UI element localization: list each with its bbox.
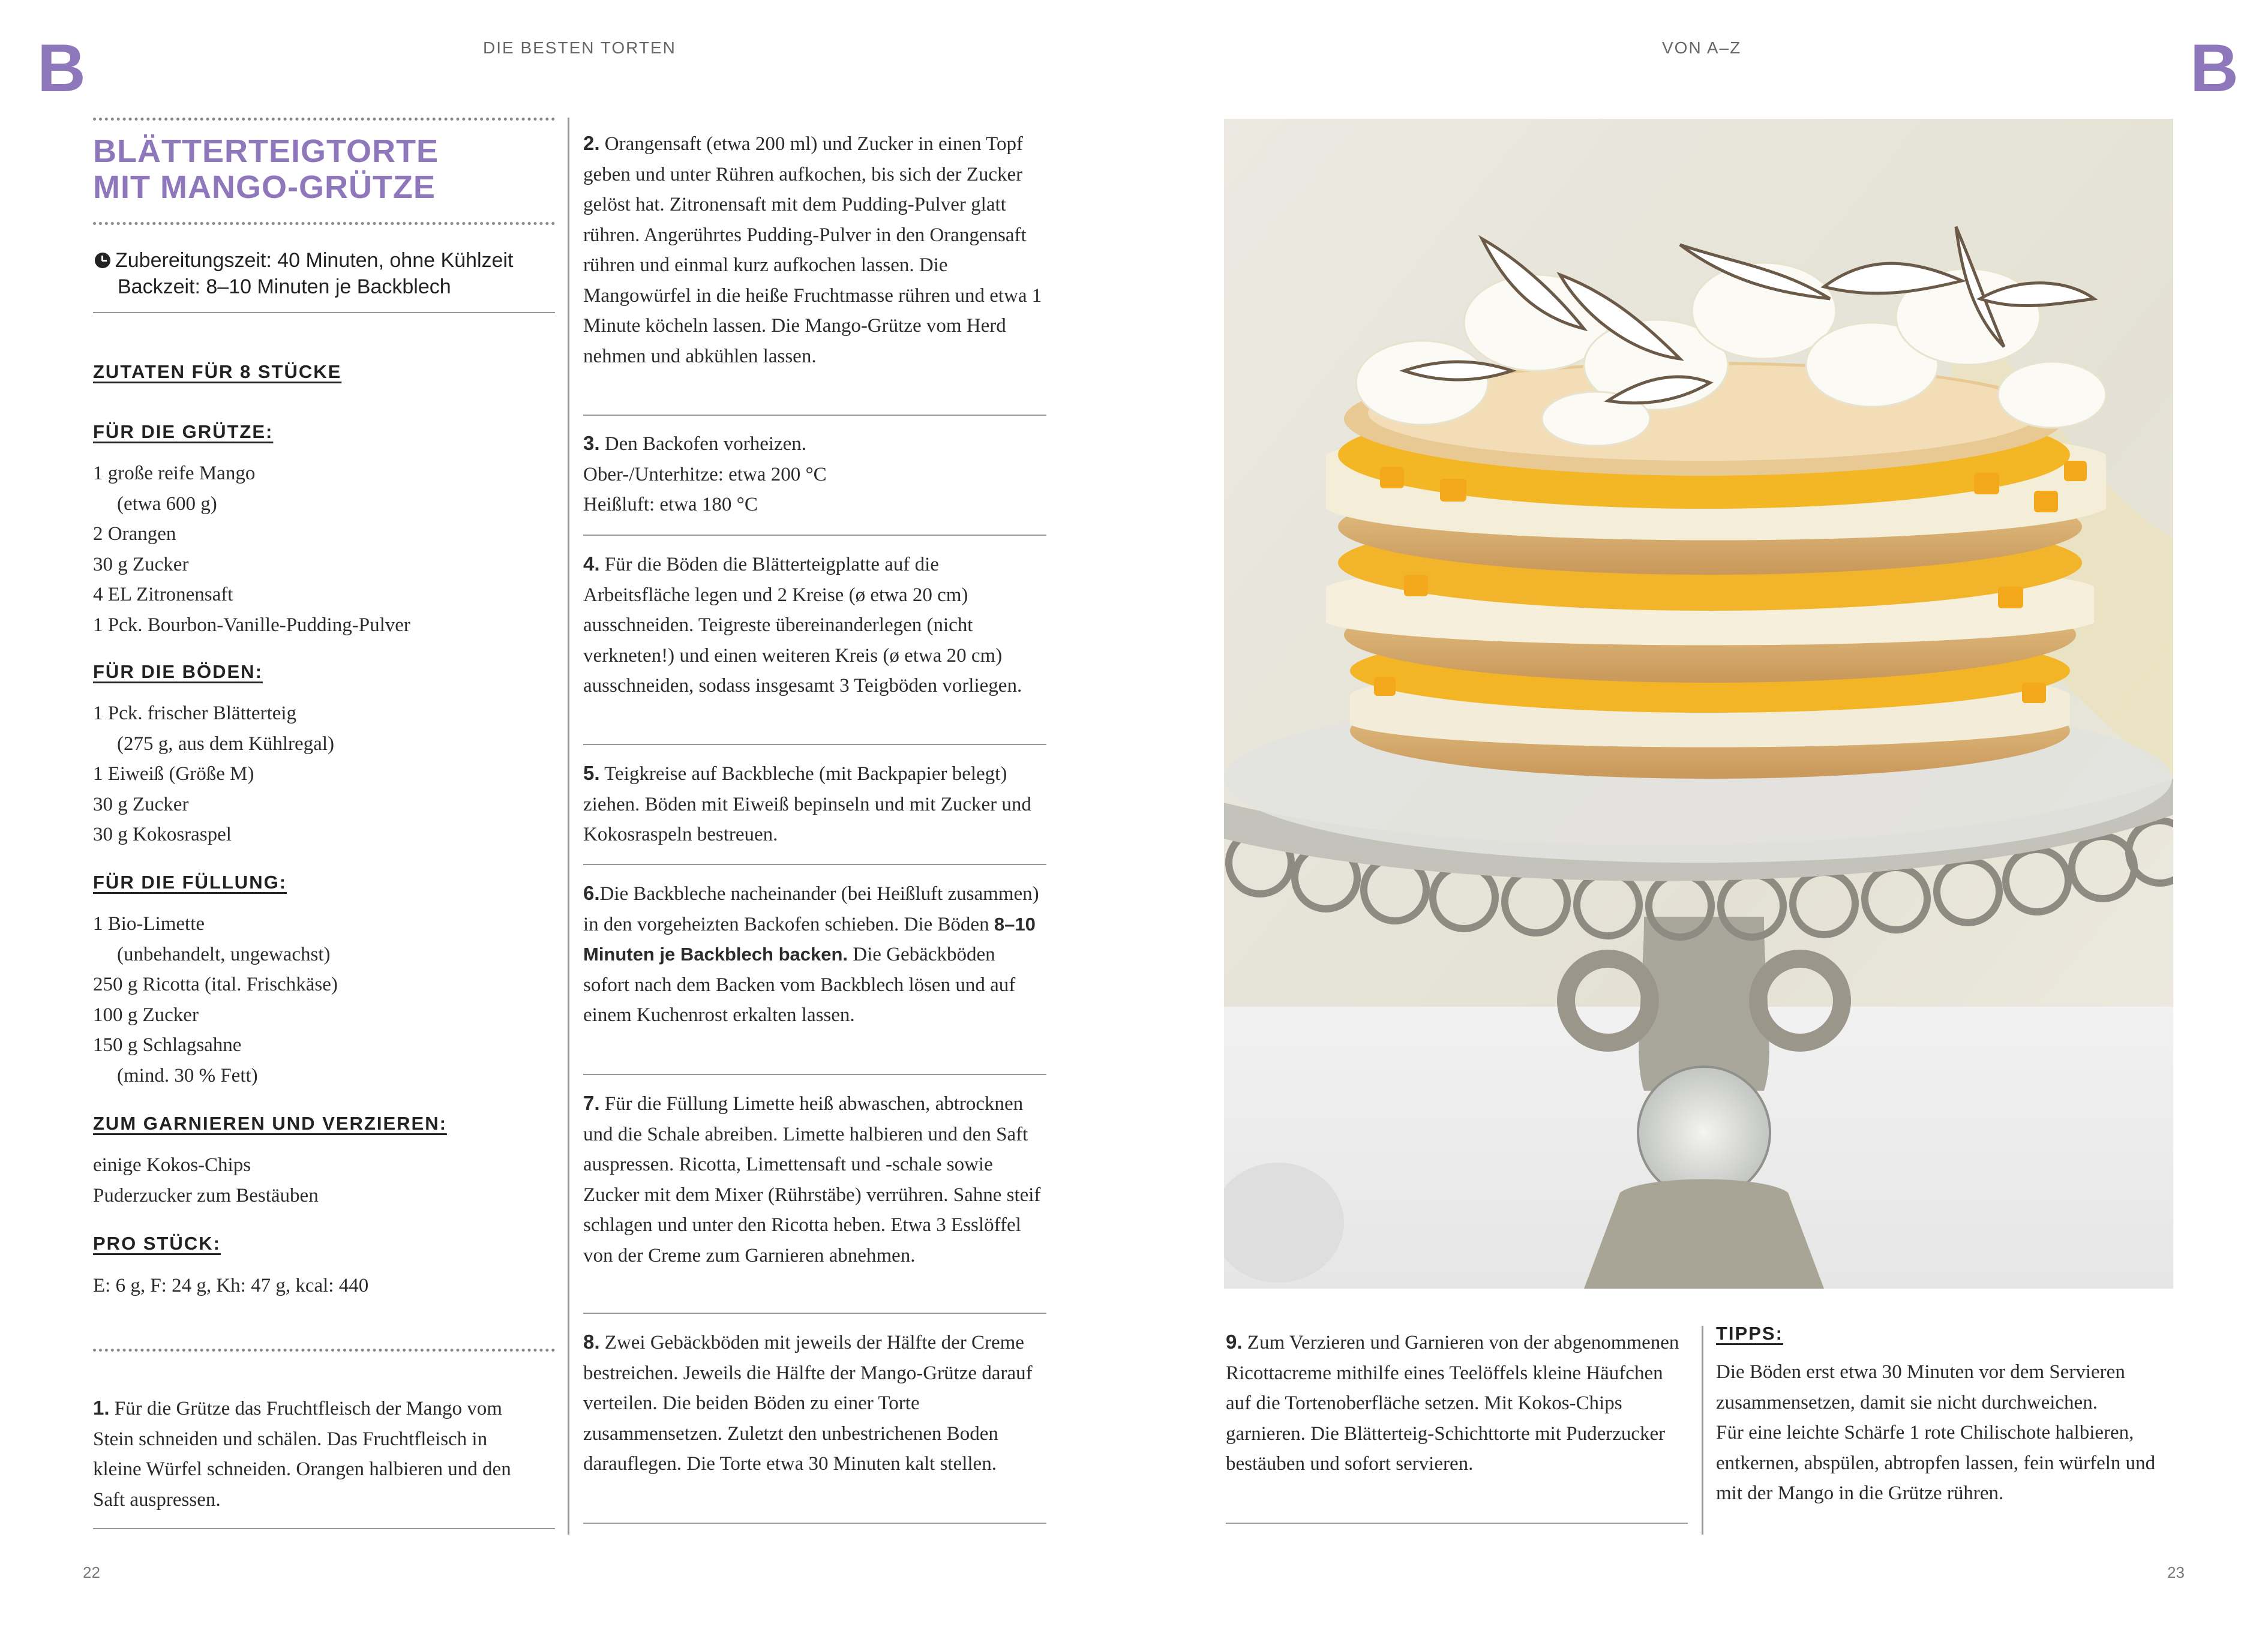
step-text: Für die Grütze das Fruchtfleisch der Mango vom Stein schneiden und schälen. Das Fruchtfleisch in kleine Würfel schneiden. Orangen halbieren und den Saft auspressen. — [93, 1398, 511, 1511]
step-2 — [583, 128, 1045, 371]
recipe-title — [93, 133, 439, 205]
section-letter-right: B — [2190, 31, 2239, 106]
step-number: 2. — [583, 132, 600, 154]
step-number: 1. — [93, 1397, 110, 1419]
oven-convection: Heißluft: etwa 180 °C — [583, 494, 758, 515]
nutrition-info — [93, 1271, 368, 1301]
list-item: 100 g Zucker — [93, 1004, 199, 1026]
step-text: Zum Verzieren und Garnieren von der abgenommenen Ricottacreme mithilfe eines Teelöffels kleine Häufchen auf die Tortenoberfläche setzen. Mit Kokos-Chips garnieren. Die Blätterteig-Schichttorte mit Puderzucker bestäuben und sofort servieren. — [1226, 1332, 1679, 1475]
step-text: Orangensaft (etwa 200 ml) und Zucker in einen Topf geben und unter Rühren aufkochen, bis sich der Zucker gelöst hat. Zitronensaft mit dem Pudding-Pulver glatt rühren. Angerührtes Pudding-Pulver in den Orangensaft rühren und einmal kurz aufkochen lassen. Die Mangowürfel in die heiße Fruchtmasse rühren und etwa 1 Minute köcheln lassen. Die Mango-Grütze vom Herd nehmen und abkühlen lassen. — [583, 133, 1042, 367]
step-number: 4. — [583, 553, 600, 575]
title-bottom-divider — [93, 222, 555, 225]
ingredient-list-garnieren — [93, 1150, 319, 1211]
title-top-divider — [93, 118, 555, 121]
list-item: 1 Pck. frischer Blätterteig — [93, 703, 297, 724]
step-text: Den Backofen vorheizen. — [599, 433, 807, 455]
step1-top-divider — [93, 1349, 555, 1352]
group-heading-fuellung: FÜR DIE FÜLLUNG: — [93, 872, 287, 893]
prep-time: Zubereitungszeit: 40 Minuten, ohne Kühlzeit — [115, 249, 514, 272]
step-divider — [583, 415, 1046, 416]
step-text: Für die Böden die Blätterteigplatte auf die Arbeitsfläche legen und 2 Kreise (ø etwa 20 cm) ausschneiden. Teigreste übereinanderlegen (nicht verkneten!) und einen weiteren Kreis (ø etwa 20 cm) ausschneiden, sodass insgesamt 3 Teigböden vorliegen. — [583, 554, 1022, 697]
step1-bottom-rule — [93, 1528, 555, 1529]
step-number: 3. — [583, 432, 600, 454]
section-letter-left: B — [37, 31, 86, 106]
list-item: 2 Orangen — [93, 523, 176, 545]
step-text: Die Backbleche nacheinander (bei Heißluft zusammen) in den vorgeheizten Backofen schieben. Die Böden — [583, 883, 1039, 935]
tips-divider — [1702, 1326, 1703, 1535]
list-item: 30 g Zucker — [93, 793, 189, 815]
list-item: einige Kokos-Chips — [93, 1154, 251, 1176]
recipe-title-line2: MIT MANGO-GRÜTZE — [93, 169, 436, 205]
list-item: 30 g Zucker — [93, 553, 189, 575]
cake-photo — [1224, 119, 2173, 1289]
step-3 — [583, 428, 1045, 520]
step-text: Zwei Gebäckböden mit jeweils der Hälfte der Creme bestreichen. Jeweils die Hälfte der Mango-Grütze darauf verteilen. Die beiden Böden zu einer Torte zusammensetzen. Zuletzt den unbestrichenen Boden darauflegen. Die Torte etwa 30 Minuten kalt stellen. — [583, 1332, 1033, 1475]
list-item: 1 Bio-Limette — [93, 913, 205, 935]
clock-icon — [95, 253, 110, 268]
step-number: 5. — [583, 762, 600, 784]
list-item: 1 Eiweiß (Größe M) — [93, 763, 254, 785]
step-text: Teigkreise auf Backbleche (mit Backpapier belegt) ziehen. Böden mit Eiweiß bepinseln und mit Zucker und Kokosraspeln bestreuen. — [583, 763, 1031, 845]
step-text: Für die Füllung Limette heiß abwaschen, abtrocknen und die Schale abreiben. Limette halbieren und den Saft auspressen. Ricotta, Limettensaft und -schale sowie Zucker mit dem Mixer (Rührstäbe) verrühren. Sahne steif schlagen und unter den Ricotta heben. Etwa 3 Esslöffel von der Creme zum Garnieren abnehmen. — [583, 1093, 1041, 1266]
group-heading-pro-stueck: PRO STÜCK: — [93, 1233, 221, 1254]
step-4 — [583, 549, 1045, 701]
list-item: (unbehandelt, ungewachst) — [117, 943, 331, 965]
list-item: 250 g Ricotta (ital. Frischkäse) — [93, 974, 338, 995]
tips-heading: TIPPS: — [1716, 1323, 1783, 1344]
list-item: (etwa 600 g) — [117, 493, 217, 515]
step-text: Die Gebäckböden sofort nach dem Backen vom Backblech lösen und auf einem Kuchenrost erkalten lassen. — [583, 944, 1016, 1026]
step-9 — [1226, 1327, 1682, 1479]
step-divider — [583, 864, 1046, 865]
step-bold-text: 8–10 Minuten je Backblech backen. — [583, 913, 1036, 965]
ingredient-list-boeden — [93, 698, 334, 850]
step-divider — [583, 535, 1046, 536]
running-head-left: DIE BESTEN TORTEN — [483, 38, 676, 57]
group-heading-boeden: FÜR DIE BÖDEN: — [93, 661, 263, 682]
bake-time: Backzeit: 8–10 Minuten je Backblech — [118, 275, 451, 298]
step-6 — [583, 878, 1045, 1031]
step-7 — [583, 1088, 1045, 1271]
list-item: 1 große reife Mango — [93, 463, 256, 484]
group-heading-garnieren: ZUM GARNIEREN UND VERZIEREN: — [93, 1113, 447, 1134]
step9-bottom-rule — [1226, 1523, 1688, 1524]
list-item: 1 Pck. Bourbon-Vanille-Pudding-Pulver — [93, 614, 410, 636]
ingredient-list-gruetze — [93, 458, 410, 640]
step-number: 9. — [1226, 1331, 1243, 1353]
step-divider — [583, 1074, 1046, 1075]
cake-photo-icon — [1224, 119, 2173, 1289]
tip-2: Für eine leichte Schärfe 1 rote Chilischote halbieren, entkernen, abspülen, abtropfen lassen, fein würfeln und mit der Mango in die Grütze rühren. — [1716, 1422, 2156, 1504]
tip-1: Die Böden erst etwa 30 Minuten vor dem Servieren zusammensetzen, damit sie nicht durchweichen. — [1716, 1361, 2125, 1413]
step-divider — [583, 744, 1046, 745]
oven-top-bottom-heat: Ober-/Unterhitze: etwa 200 °C — [583, 463, 827, 485]
column-divider — [568, 118, 569, 1535]
step-8 — [583, 1327, 1045, 1479]
page-number-right: 23 — [2167, 1563, 2185, 1581]
ingredients-heading: ZUTATEN FÜR 8 STÜCKE — [93, 361, 342, 382]
step-1 — [93, 1393, 525, 1515]
time-info — [95, 247, 513, 300]
list-item: 150 g Schlagsahne — [93, 1034, 242, 1056]
recipe-title-line1: BLÄTTERTEIGTORTE — [93, 133, 439, 169]
list-item: E: 6 g, F: 24 g, Kh: 47 g, kcal: 440 — [93, 1275, 369, 1296]
list-item: 30 g Kokosraspel — [93, 824, 232, 845]
list-item: (275 g, aus dem Kühlregal) — [117, 733, 334, 755]
step8-bottom-rule — [583, 1523, 1046, 1524]
meta-divider — [93, 312, 555, 313]
step-number: 7. — [583, 1092, 600, 1114]
running-head-right: VON A–Z — [1662, 38, 1742, 57]
step-5 — [583, 758, 1045, 850]
list-item: Puderzucker zum Bestäuben — [93, 1184, 319, 1206]
list-item: (mind. 30 % Fett) — [117, 1064, 258, 1086]
tips-text — [1716, 1357, 2178, 1509]
step-divider — [583, 1313, 1046, 1314]
ingredient-list-fuellung — [93, 909, 338, 1091]
step-number: 6. — [583, 882, 600, 904]
page-number-left: 22 — [83, 1563, 100, 1581]
group-heading-gruetze: FÜR DIE GRÜTZE: — [93, 421, 274, 442]
step-number: 8. — [583, 1331, 600, 1353]
list-item: 4 EL Zitronensaft — [93, 584, 233, 605]
